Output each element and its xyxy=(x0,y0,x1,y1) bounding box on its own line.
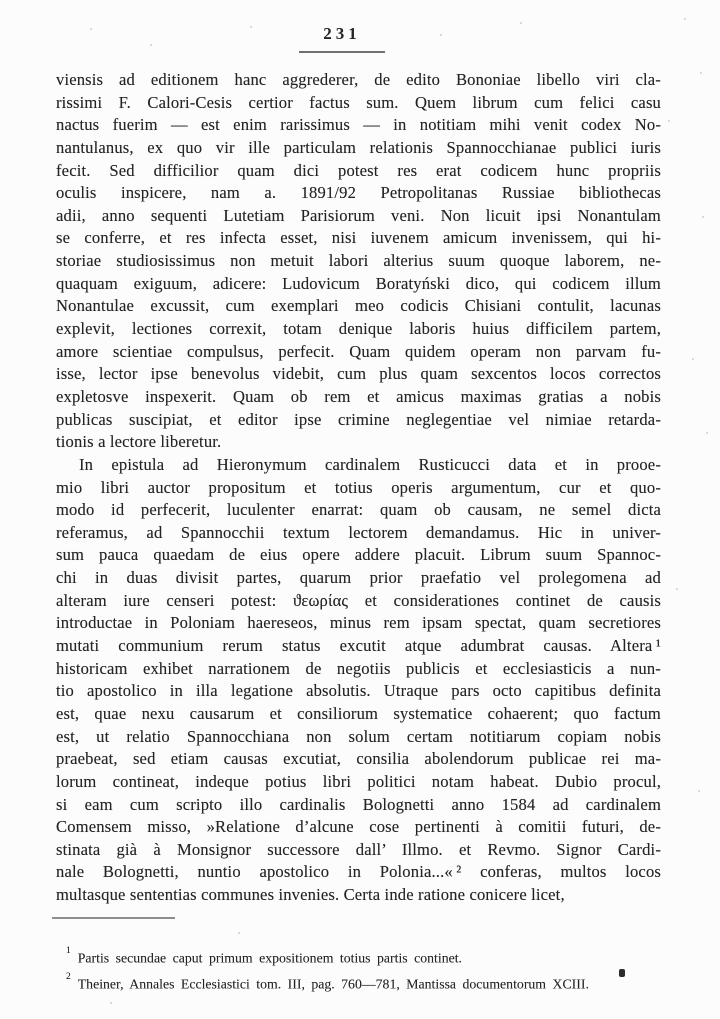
text-line: lorum contineat, indeque potius libri politici notam habeat. Dubio procul, xyxy=(56,771,661,791)
text-line: viensis ad editionem hanc aggrederer, de edito Bononiae libello viri cla- xyxy=(56,70,661,89)
text-line: isse, lector ipse benevolus videbit, cum plus quam sexcentos locos correctos xyxy=(56,364,661,384)
text-line: alteram iure censeri potest: ϑεωρίας et considerationes continet de causis xyxy=(56,590,661,610)
scan-speck xyxy=(684,18,686,20)
text-line: modo id perfecerit, luculenter enarrat: quam ob causam, ne semel dicta xyxy=(56,500,661,520)
text-line: nactus fuerim — est enim rarissimus — in notitiam mihi venit codex No- xyxy=(56,115,661,135)
text-line: nale Bolognetti, nuntio apostolico in Polonia...« ² conferas, multos locos xyxy=(56,862,661,882)
text-line: tio apostolico in illa legatione absolutis. Utraque pars octo capitibus definita xyxy=(56,681,661,701)
text-line: Comensem misso, »Relatione d’alcune cose pertinenti à comitii futuri, de- xyxy=(56,817,661,837)
scan-speck xyxy=(700,72,702,74)
text-line: oculis inspicere, nam a. 1891/92 Petropolitanas Russiae bibliothecas xyxy=(56,183,661,203)
text-line: historicam exhibet narrationem de negotiis publicis et ecclesiasticis a nun- xyxy=(56,658,661,678)
text-line: quaquam exiguum, adicere: Ludovicum Boratyński dico, qui codicem illum xyxy=(56,273,661,293)
text-line: adii, anno sequenti Lutetiam Parisiorum veni. Non licuit ipsi Nonantulam xyxy=(56,205,661,225)
scan-speck xyxy=(706,432,708,434)
footnote-separator-rule xyxy=(52,917,175,919)
scan-speck xyxy=(90,28,92,30)
footnote xyxy=(56,970,670,996)
footnote-text: Theiner, Annales Ecclesiastici tom. III, pag. 760—781, Mantissa documentorum XCIII. xyxy=(77,976,589,992)
scan-speck xyxy=(668,120,670,122)
text-line: chi in duas divisit partes, quarum prior praefatio vel prolegomena ad xyxy=(56,568,661,588)
page-number: 231 xyxy=(323,24,361,43)
scan-speck xyxy=(702,216,704,218)
text-line: publicas suscipiat, et editor ipse crimine neglegentiae vel nimiae retarda- xyxy=(56,409,661,429)
text-line: fecit. Sed difficilior quam dici potest res erat codicem hunc propriis xyxy=(56,160,661,180)
text-line: est, quae nexu causarum et consiliorum systematice cohaerent; quo factum xyxy=(56,703,661,723)
text-line: explevit, lectiones correxit, totam denique laboris huius difficilem partem, xyxy=(56,319,661,339)
text-line: est, ut relatio Spannocchiana non solum certam notitiarum copiam nobis xyxy=(56,726,661,746)
text-line: In epistula ad Hieronymum cardinalem Rusticucci data et in prooe- xyxy=(79,454,661,474)
text-line: introductae in Poloniam haereseos, minus rem ipsam spectat, quam secretiores xyxy=(56,613,661,633)
scan-speck xyxy=(150,44,152,46)
text-line: tionis a lectore liberetur. xyxy=(56,432,222,452)
text-line: sum pauca quaedam de eius opere addere placuit. Librum suum Spannoc- xyxy=(56,545,661,565)
text-line: amore scientiae compulsus, perfecit. Quam quidem operam non parvam fu- xyxy=(56,341,661,361)
scan-speck xyxy=(520,22,522,24)
text-line: mio libri auctor propositum et totius operis argumentum, cur et quo- xyxy=(56,477,661,497)
footnote-text: Partis secundae caput primum expositionem totius partis continet. xyxy=(77,950,462,966)
text-line: storiae studiosissimus non metuit labori alterius suum quoque laborem, ne- xyxy=(56,251,661,271)
text-line: se conferre, et res infecta esset, nisi iuvenem amicum invenissem, qui hi- xyxy=(56,228,661,248)
text-line: Nonantulae excussit, cum exemplari meo codicis Chisiani contulit, lacunas xyxy=(56,296,661,316)
text-line: multasque sententias communes invenies. Certa inde ratione conicere licet, xyxy=(56,885,565,905)
text-line: mutati communium rerum status excutit atque adumbrat causas. Altera ¹ xyxy=(56,636,661,656)
scan-speck xyxy=(110,1002,112,1004)
text-line: rissimi F. Calori-Cesis certior factus sum. Quem librum cum felici casu xyxy=(56,92,661,112)
footnote xyxy=(56,944,670,970)
text-line: stinata già à Monsignor successore dall’ Illmo. et Revmo. Signor Cardi- xyxy=(56,839,661,859)
text-line: si eam cum scripto illo cardinalis Bolognetti anno 1584 ad cardinalem xyxy=(56,794,661,814)
scan-speck xyxy=(238,932,240,934)
scan-speck xyxy=(440,34,442,36)
scan-speck xyxy=(250,26,252,28)
ink-blot xyxy=(619,969,625,977)
text-line: expletosve inspexerit. Quam ob rem et amicus maximas gratias a nobis xyxy=(56,386,661,406)
footnote-marker: 2 xyxy=(66,971,71,982)
text-line: nantulanus, ex quo vir ille particulam relationis Spannocchianae publici iuris xyxy=(56,137,661,157)
scan-speck xyxy=(692,358,694,360)
text-line: referamus, ad Spannocchii textum lectorem demandamus. Hic in univer- xyxy=(56,522,661,542)
scan-speck xyxy=(698,790,700,792)
scan-speck xyxy=(676,588,678,590)
text-line: praebeat, sed etiam causas excutiat, consilia abolendorum publicae rei ma- xyxy=(56,749,661,769)
page-number-rule xyxy=(299,51,385,53)
footnote-marker: 1 xyxy=(66,946,71,956)
body-text xyxy=(56,69,661,907)
footnotes xyxy=(56,944,670,995)
